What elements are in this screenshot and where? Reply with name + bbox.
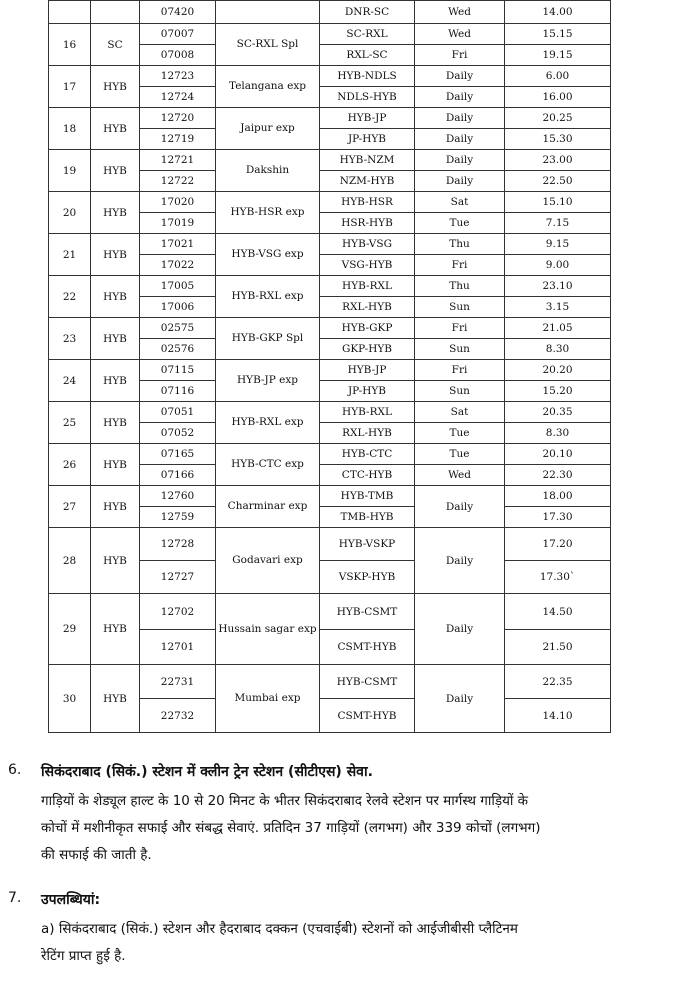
time-cell: 8.30	[505, 423, 611, 444]
days-cell: Sun	[415, 381, 505, 402]
days-cell: Sun	[415, 297, 505, 318]
base-station-cell: HYB	[91, 402, 140, 444]
time-cell: 17.30	[505, 507, 611, 528]
days-cell: Daily	[415, 171, 505, 192]
days-cell: Wed	[415, 24, 505, 45]
train-number-cell: 07420	[140, 1, 216, 24]
days-cell: Daily	[415, 486, 505, 528]
route-cell: VSG-HYB	[320, 255, 415, 276]
route-cell: HYB-GKP	[320, 318, 415, 339]
table-row	[49, 1, 611, 24]
serial-number-cell: 22	[49, 276, 91, 318]
train-number-cell: 07116	[140, 381, 216, 402]
train-number-cell: 12702	[140, 594, 216, 630]
route-cell: SC-RXL	[320, 24, 415, 45]
time-cell: 14.50	[505, 594, 611, 630]
table-row	[49, 318, 611, 339]
train-number-cell: 07115	[140, 360, 216, 381]
time-cell: 20.25	[505, 108, 611, 129]
train-number-cell: 22731	[140, 665, 216, 699]
section-number: 7.	[8, 890, 22, 906]
serial-number-cell: 30	[49, 665, 91, 733]
route-cell: RXL-HYB	[320, 297, 415, 318]
route-cell: GKP-HYB	[320, 339, 415, 360]
route-cell: CSMT-HYB	[320, 630, 415, 665]
days-cell: Daily	[415, 66, 505, 87]
route-cell: RXL-SC	[320, 45, 415, 66]
train-number-cell: 07008	[140, 45, 216, 66]
route-cell: HYB-CSMT	[320, 665, 415, 699]
route-cell: JP-HYB	[320, 129, 415, 150]
time-cell: 23.10	[505, 276, 611, 297]
train-number-cell: 02576	[140, 339, 216, 360]
days-cell: Tue	[415, 444, 505, 465]
time-cell: 15.10	[505, 192, 611, 213]
base-station-cell: HYB	[91, 528, 140, 594]
time-cell: 9.00	[505, 255, 611, 276]
serial-number-cell: 25	[49, 402, 91, 444]
train-number-cell: 12728	[140, 528, 216, 561]
table-row	[49, 150, 611, 171]
train-number-cell: 17005	[140, 276, 216, 297]
days-cell: Tue	[415, 423, 505, 444]
days-cell: Fri	[415, 45, 505, 66]
base-station-cell: HYB	[91, 108, 140, 150]
time-cell: 23.00	[505, 150, 611, 171]
train-number-cell: 12727	[140, 561, 216, 594]
table-row	[49, 24, 611, 45]
train-number-cell: 07166	[140, 465, 216, 486]
time-cell: 20.35	[505, 402, 611, 423]
table-row	[49, 665, 611, 699]
route-cell: HYB-JP	[320, 108, 415, 129]
time-cell: 6.00	[505, 66, 611, 87]
time-cell: 19.15	[505, 45, 611, 66]
train-name-cell: Hussain sagar exp	[216, 594, 320, 665]
days-cell: Sat	[415, 402, 505, 423]
train-number-cell: 17021	[140, 234, 216, 255]
time-cell: 9.15	[505, 234, 611, 255]
time-cell: 17.30`	[505, 561, 611, 594]
days-cell: Wed	[415, 1, 505, 24]
train-number-cell: 12720	[140, 108, 216, 129]
base-station-cell: HYB	[91, 486, 140, 528]
time-cell: 20.10	[505, 444, 611, 465]
body-line: की सफाई की जाती है.	[41, 847, 152, 863]
time-cell: 22.50	[505, 171, 611, 192]
train-name-cell: Jaipur exp	[216, 108, 320, 150]
table-row	[49, 234, 611, 255]
train-name-cell	[216, 1, 320, 24]
time-cell: 14.00	[505, 1, 611, 24]
time-cell: 7.15	[505, 213, 611, 234]
base-station-cell: SC	[91, 24, 140, 66]
base-station-cell: HYB	[91, 192, 140, 234]
table-row	[49, 66, 611, 87]
train-number-cell: 12724	[140, 87, 216, 108]
days-cell: Daily	[415, 87, 505, 108]
route-cell: HYB-CTC	[320, 444, 415, 465]
section-heading: उपलब्धियां:	[41, 892, 101, 908]
train-number-cell: 17022	[140, 255, 216, 276]
serial-number-cell	[49, 1, 91, 24]
table-row	[49, 486, 611, 507]
time-cell: 15.20	[505, 381, 611, 402]
route-cell: HYB-NZM	[320, 150, 415, 171]
serial-number-cell: 20	[49, 192, 91, 234]
table-row	[49, 444, 611, 465]
serial-number-cell: 27	[49, 486, 91, 528]
route-cell: CSMT-HYB	[320, 699, 415, 733]
train-number-cell: 17020	[140, 192, 216, 213]
train-number-cell: 12701	[140, 630, 216, 665]
serial-number-cell: 18	[49, 108, 91, 150]
serial-number-cell: 23	[49, 318, 91, 360]
train-number-cell: 12721	[140, 150, 216, 171]
train-number-cell: 07165	[140, 444, 216, 465]
serial-number-cell: 24	[49, 360, 91, 402]
train-number-cell: 22732	[140, 699, 216, 733]
train-name-cell: HYB-GKP Spl	[216, 318, 320, 360]
base-station-cell: HYB	[91, 318, 140, 360]
route-cell: HYB-TMB	[320, 486, 415, 507]
train-number-cell: 12719	[140, 129, 216, 150]
serial-number-cell: 19	[49, 150, 91, 192]
route-cell: NZM-HYB	[320, 171, 415, 192]
time-cell: 22.35	[505, 665, 611, 699]
train-name-cell: Dakshin	[216, 150, 320, 192]
days-cell: Wed	[415, 465, 505, 486]
body-line: a) सिकंदराबाद (सिकं.) स्टेशन और हैदराबाद दक्कन (एचवाईबी) स्टेशनों को आईजीबीसी प्लैटिनम	[41, 921, 518, 937]
train-number-cell: 07051	[140, 402, 216, 423]
route-cell: HYB-JP	[320, 360, 415, 381]
train-name-cell: SC-RXL Spl	[216, 24, 320, 66]
days-cell: Daily	[415, 594, 505, 665]
train-name-cell: HYB-RXL exp	[216, 402, 320, 444]
base-station-cell: HYB	[91, 150, 140, 192]
route-cell: HYB-CSMT	[320, 594, 415, 630]
base-station-cell: HYB	[91, 444, 140, 486]
time-cell: 18.00	[505, 486, 611, 507]
serial-number-cell: 17	[49, 66, 91, 108]
route-cell: HYB-HSR	[320, 192, 415, 213]
route-cell: TMB-HYB	[320, 507, 415, 528]
days-cell: Daily	[415, 528, 505, 594]
base-station-cell: HYB	[91, 665, 140, 733]
serial-number-cell: 21	[49, 234, 91, 276]
table-row	[49, 192, 611, 213]
table-row	[49, 108, 611, 129]
train-name-cell: Charminar exp	[216, 486, 320, 528]
route-cell: HSR-HYB	[320, 213, 415, 234]
route-cell: CTC-HYB	[320, 465, 415, 486]
route-cell: VSKP-HYB	[320, 561, 415, 594]
table-row	[49, 360, 611, 381]
train-name-cell: HYB-VSG exp	[216, 234, 320, 276]
time-cell: 15.15	[505, 24, 611, 45]
route-cell: HYB-RXL	[320, 402, 415, 423]
body-line: रेटिंग प्राप्त हुई है.	[41, 948, 126, 964]
train-name-cell: Godavari exp	[216, 528, 320, 594]
table-row	[49, 402, 611, 423]
base-station-cell	[91, 1, 140, 24]
route-cell: HYB-RXL	[320, 276, 415, 297]
time-cell: 21.50	[505, 630, 611, 665]
train-number-cell: 07007	[140, 24, 216, 45]
section-number: 6.	[8, 762, 22, 778]
days-cell: Fri	[415, 360, 505, 381]
route-cell: NDLS-HYB	[320, 87, 415, 108]
days-cell: Daily	[415, 150, 505, 171]
section-6-body	[41, 788, 690, 869]
train-name-cell: Telangana exp	[216, 66, 320, 108]
section-7-body	[41, 916, 690, 970]
base-station-cell: HYB	[91, 66, 140, 108]
train-number-cell: 12760	[140, 486, 216, 507]
time-cell: 17.20	[505, 528, 611, 561]
route-cell: HYB-NDLS	[320, 66, 415, 87]
train-name-cell: HYB-CTC exp	[216, 444, 320, 486]
base-station-cell: HYB	[91, 594, 140, 665]
train-number-cell: 12723	[140, 66, 216, 87]
time-cell: 15.30	[505, 129, 611, 150]
train-number-cell: 17006	[140, 297, 216, 318]
time-cell: 8.30	[505, 339, 611, 360]
route-cell: HYB-VSKP	[320, 528, 415, 561]
train-number-cell: 12722	[140, 171, 216, 192]
route-cell: HYB-VSG	[320, 234, 415, 255]
body-line: कोचों में मशीनीकृत सफाई और संबद्ध सेवाएं. प्रतिदिन 37 गाड़ियों (लगभग) और 339 कोचों (लगभग)	[41, 820, 541, 836]
serial-number-cell: 16	[49, 24, 91, 66]
train-name-cell: HYB-HSR exp	[216, 192, 320, 234]
days-cell: Fri	[415, 318, 505, 339]
days-cell: Daily	[415, 129, 505, 150]
train-number-cell: 07052	[140, 423, 216, 444]
time-cell: 21.05	[505, 318, 611, 339]
days-cell: Sat	[415, 192, 505, 213]
time-cell: 20.20	[505, 360, 611, 381]
serial-number-cell: 28	[49, 528, 91, 594]
table-row	[49, 594, 611, 630]
days-cell: Sun	[415, 339, 505, 360]
base-station-cell: HYB	[91, 360, 140, 402]
serial-number-cell: 26	[49, 444, 91, 486]
train-name-cell: HYB-RXL exp	[216, 276, 320, 318]
days-cell: Daily	[415, 108, 505, 129]
table-row	[49, 276, 611, 297]
section-heading: सिकंदराबाद (सिकं.) स्टेशन में क्लीन ट्रेन स्टेशन (सीटीएस) सेवा.	[41, 764, 373, 780]
days-cell: Thu	[415, 276, 505, 297]
train-name-cell: Mumbai exp	[216, 665, 320, 733]
route-cell: DNR-SC	[320, 1, 415, 24]
train-number-cell: 17019	[140, 213, 216, 234]
time-cell: 22.30	[505, 465, 611, 486]
train-name-cell: HYB-JP exp	[216, 360, 320, 402]
route-cell: JP-HYB	[320, 381, 415, 402]
body-line: गाड़ियों के शेड्यूल हाल्ट के 10 से 20 मिनट के भीतर सिकंदराबाद रेलवे स्टेशन पर मार्गस्थ गाड़ियों के	[41, 793, 529, 809]
train-number-cell: 12759	[140, 507, 216, 528]
table-row	[49, 528, 611, 561]
time-cell: 16.00	[505, 87, 611, 108]
days-cell: Thu	[415, 234, 505, 255]
train-schedule-table	[48, 0, 611, 733]
time-cell: 3.15	[505, 297, 611, 318]
days-cell: Fri	[415, 255, 505, 276]
days-cell: Daily	[415, 665, 505, 733]
train-number-cell: 02575	[140, 318, 216, 339]
serial-number-cell: 29	[49, 594, 91, 665]
base-station-cell: HYB	[91, 276, 140, 318]
route-cell: RXL-HYB	[320, 423, 415, 444]
days-cell: Tue	[415, 213, 505, 234]
base-station-cell: HYB	[91, 234, 140, 276]
time-cell: 14.10	[505, 699, 611, 733]
